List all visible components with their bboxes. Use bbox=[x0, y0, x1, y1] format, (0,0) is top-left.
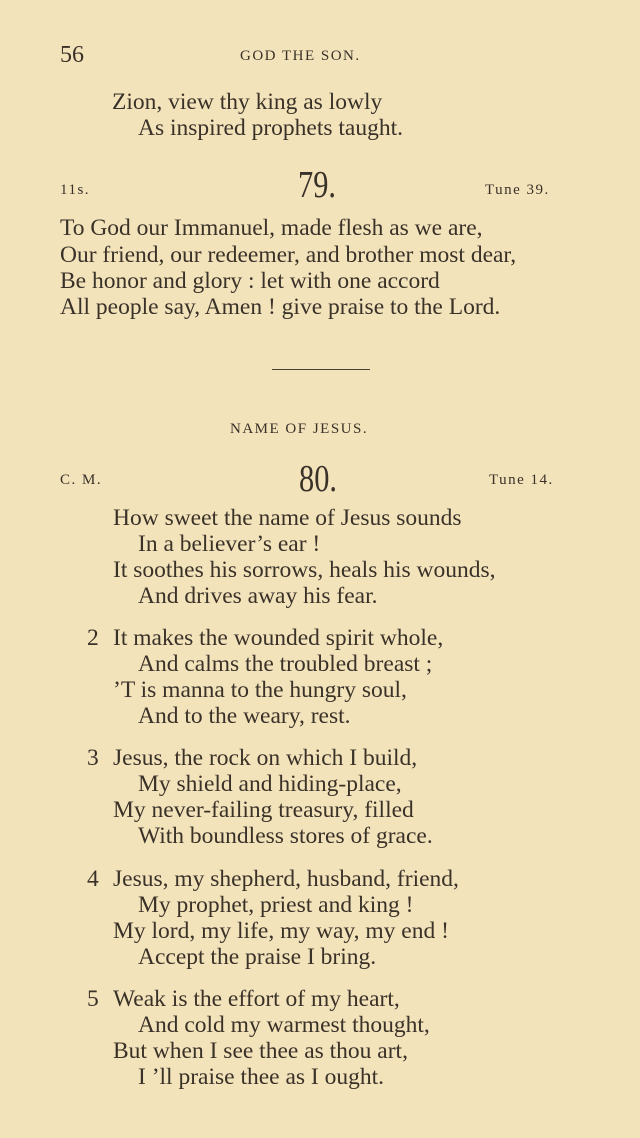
verse-line: To God our Immanuel, made flesh as we are, bbox=[60, 215, 483, 241]
verse-line: Be honor and glory : let with one accord bbox=[60, 268, 440, 294]
section-title: NAME OF JESUS. bbox=[230, 421, 369, 437]
stanza-number: 2 bbox=[87, 625, 99, 651]
verse-line: Accept the praise I bring. bbox=[138, 944, 377, 970]
verse-line: I ’ll praise thee as I ought. bbox=[138, 1064, 385, 1090]
hymn-tune: Tune 39. bbox=[485, 182, 550, 198]
verse-line: ’T is manna to the hungry soul, bbox=[113, 677, 407, 703]
verse-line: But when I see thee as thou art, bbox=[113, 1038, 408, 1064]
verse-line: My shield and hiding-place, bbox=[138, 771, 402, 797]
page-number: 56 bbox=[60, 42, 84, 68]
verse-line: My lord, my life, my way, my end ! bbox=[113, 918, 449, 944]
verse-line: And to the weary, rest. bbox=[138, 703, 351, 729]
verse-line: As inspired prophets taught. bbox=[138, 115, 403, 141]
verse-line: And calms the troubled breast ; bbox=[138, 651, 433, 677]
verse-line: Weak is the effort of my heart, bbox=[113, 986, 400, 1012]
verse-line: How sweet the name of Jesus sounds bbox=[113, 505, 462, 531]
section-divider bbox=[272, 369, 370, 370]
stanza-number: 3 bbox=[87, 745, 99, 771]
running-title: GOD THE SON. bbox=[240, 48, 361, 64]
verse-line: Our friend, our redeemer, and brother most dear, bbox=[60, 242, 517, 268]
stanza-number: 4 bbox=[87, 866, 99, 892]
verse-line: And cold my warmest thought, bbox=[138, 1012, 430, 1038]
stanza-number: 5 bbox=[87, 986, 99, 1012]
verse-line: In a believer’s ear ! bbox=[138, 531, 321, 557]
verse-line: All people say, Amen ! give praise to the Lord. bbox=[60, 294, 501, 320]
verse-line: Zion, view thy king as lowly bbox=[112, 89, 383, 115]
verse-line: It makes the wounded spirit whole, bbox=[113, 625, 444, 651]
hymn-tune: Tune 14. bbox=[489, 472, 554, 488]
verse-line: It soothes his sorrows, heals his wounds, bbox=[113, 557, 496, 583]
verse-line: My never-failing treasury, filled bbox=[113, 797, 414, 823]
verse-line: My prophet, priest and king ! bbox=[138, 892, 414, 918]
verse-line: With boundless stores of grace. bbox=[138, 823, 433, 849]
hymn-meter: 11s. bbox=[60, 182, 91, 198]
verse-line: And drives away his fear. bbox=[138, 583, 378, 609]
hymn-meter: C. M. bbox=[60, 472, 103, 488]
verse-line: Jesus, the rock on which I build, bbox=[113, 745, 418, 771]
hymn-number: 80. bbox=[299, 458, 337, 500]
hymn-number: 79. bbox=[298, 164, 336, 206]
verse-line: Jesus, my shepherd, husband, friend, bbox=[113, 866, 459, 892]
